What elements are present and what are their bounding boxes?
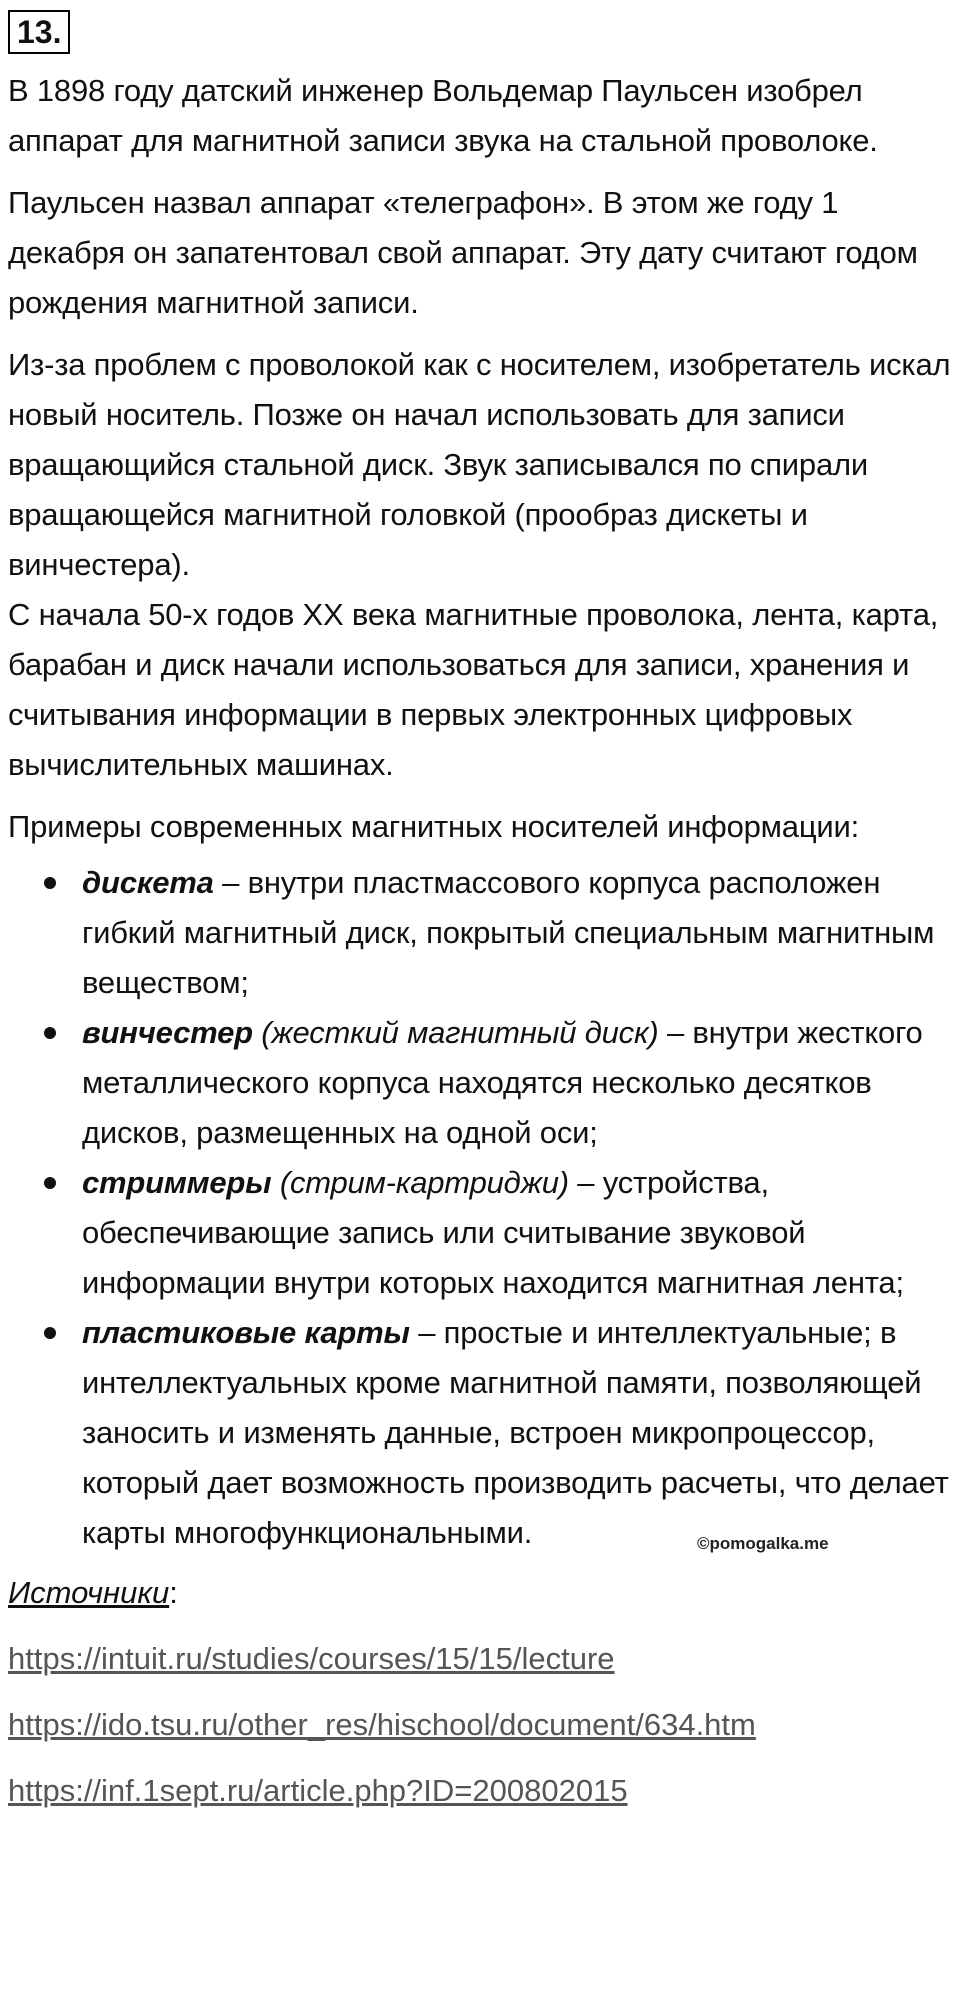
media-note: (стрим-картриджи) (271, 1165, 569, 1200)
media-description: – внутри жесткого металлического корпуса находятся несколько десятков дисков, размещенных на одной оси; (82, 1015, 923, 1150)
paragraph-fifties: С начала 50-х годов XX века магнитные проволока, лента, карта, барабан и диск начали использоваться для записи, хранения и считывания информации в первых электронных цифровых вычислительных машинах. (8, 597, 939, 782)
source-link-1sept[interactable]: https://inf.1sept.ru/article.php?ID=200802015 (8, 1773, 628, 1808)
task-number: 13. (8, 10, 70, 54)
media-note: (жесткий магнитный диск) (252, 1015, 659, 1050)
sources-heading (8, 1568, 954, 1618)
media-description: – устройства, обеспечивающие запись или считывание звуковой информации внутри которых находится магнитная лента; (82, 1165, 904, 1300)
paragraph-steel-disk: Из-за проблем с проволокой как с носителем, изобретатель искал новый носитель. Позже он начал использовать для записи вращающийся стальной диск. Звук записывался по спирали вращающейся магнитной головкой (прообраз дискеты и винчестера). (8, 347, 951, 582)
media-term: стриммеры (82, 1165, 272, 1200)
bullet-icon (44, 1177, 56, 1189)
media-term: пластиковые карты (82, 1315, 410, 1350)
media-term: винчестер (82, 1015, 253, 1050)
list-item (8, 1158, 954, 1308)
paragraph-invention: В 1898 году датский инженер Вольдемар Паульсен изобрел аппарат для магнитной записи звука на стальной проволоке. (8, 73, 878, 158)
bullet-icon (44, 1327, 56, 1339)
media-term: дискета (82, 865, 214, 900)
paragraph-examples-heading: Примеры современных магнитных носителей информации: (8, 809, 860, 844)
media-description: – внутри пластмассового корпуса расположен гибкий магнитный диск, покрытый специальным магнитным веществом; (82, 865, 935, 1000)
watermark: ©pomogalka.me (697, 1534, 829, 1553)
source-link-intuit[interactable]: https://intuit.ru/studies/courses/15/15/lecture (8, 1641, 615, 1676)
list-item (8, 1308, 954, 1558)
sources-label: Источники (8, 1575, 170, 1610)
bullet-icon (44, 1027, 56, 1039)
paragraph-telegraphone: Паульсен назвал аппарат «телеграфон». В этом же году 1 декабря он запатентовал свой аппарат. Эту дату считают годом рождения магнитной записи. (8, 185, 918, 320)
media-list (8, 858, 954, 1558)
source-link-tsu[interactable]: https://ido.tsu.ru/other_res/hischool/document/634.htm (8, 1707, 756, 1742)
media-description: – простые и интеллектуальные; в интеллектуальных кроме магнитной памяти, позволяющей заносить и изменять данные, встроен микропроцессор, который дает возможность производить расчеты, что делает карты многофункциональными. (82, 1315, 949, 1550)
list-item (8, 1008, 954, 1158)
sources-suffix: : (169, 1575, 178, 1610)
bullet-icon (44, 877, 56, 889)
list-item (8, 858, 954, 1008)
